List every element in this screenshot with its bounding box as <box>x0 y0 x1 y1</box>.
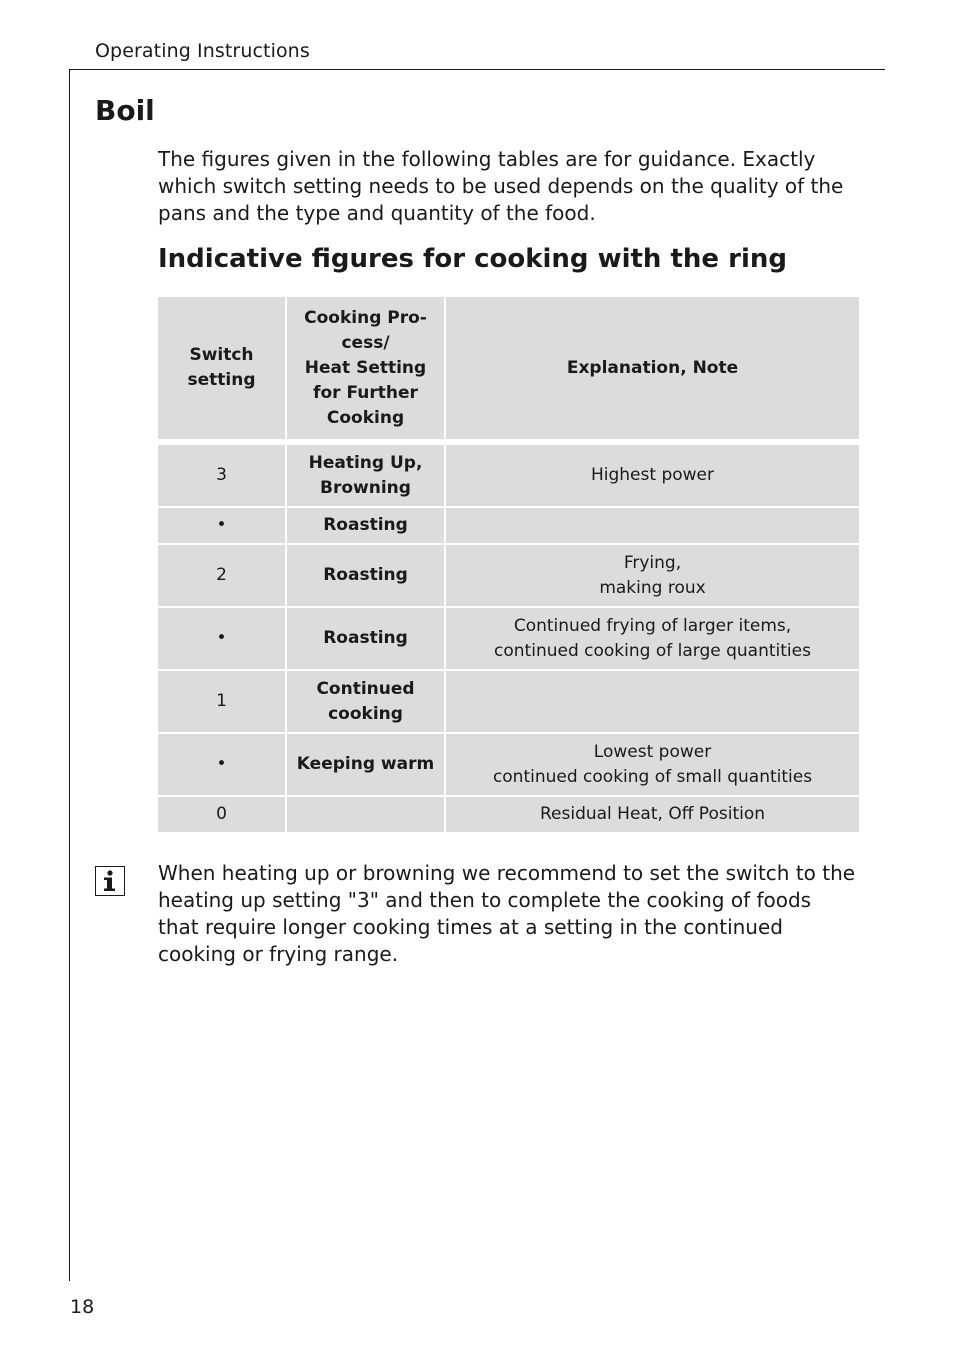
cell-setting: • <box>158 507 286 544</box>
cell-process <box>286 796 445 832</box>
cell-setting: 0 <box>158 796 286 832</box>
cell-note <box>445 507 859 544</box>
info-icon <box>95 866 125 896</box>
table-row <box>158 733 859 796</box>
cell-note: Continued frying of larger items, continued cooking of large quantities <box>445 607 859 670</box>
table-row <box>158 442 859 507</box>
header-cooking-process: Cooking Pro- cess/ Heat Setting for Further Cooking <box>286 297 445 442</box>
header-switch-setting: Switch setting <box>158 297 286 442</box>
table-row <box>158 796 859 832</box>
table-row <box>158 670 859 733</box>
table-title: Indicative figures for cooking with the ring <box>158 244 787 274</box>
cell-process: Roasting <box>286 607 445 670</box>
running-header: Operating Instructions <box>95 40 310 62</box>
header-explanation: Explanation, Note <box>445 297 859 442</box>
table-row <box>158 607 859 670</box>
intro-paragraph: The figures given in the following tables are for guidance. Exactly which switch setting needs to be used depends on the quality of the pans and the type and quantity of the food. <box>158 147 844 225</box>
hint-paragraph: When heating up or browning we recommend to set the switch to the heating up setting "3" and then to complete the cooking of foods that require longer cooking times at a setting in the continued cooking or frying range. <box>158 861 856 966</box>
page-number: 18 <box>70 1296 95 1318</box>
cell-setting: • <box>158 733 286 796</box>
cell-note: Highest power <box>445 442 859 507</box>
cell-setting: 1 <box>158 670 286 733</box>
cell-note: Residual Heat, Off Position <box>445 796 859 832</box>
margin-rule <box>69 69 70 1281</box>
cell-process: Keeping warm <box>286 733 445 796</box>
cell-process: Continued cooking <box>286 670 445 733</box>
header-divider <box>69 69 885 70</box>
cell-note: Lowest power continued cooking of small quantities <box>445 733 859 796</box>
cell-note: Frying, making roux <box>445 544 859 607</box>
cell-process: Roasting <box>286 544 445 607</box>
cell-setting: • <box>158 607 286 670</box>
cell-setting: 2 <box>158 544 286 607</box>
table-header-row <box>158 297 859 442</box>
table-row <box>158 544 859 607</box>
cell-note <box>445 670 859 733</box>
cooking-table-wrapper <box>158 297 859 832</box>
section-title: Boil <box>95 94 155 127</box>
cell-process: Roasting <box>286 507 445 544</box>
cell-process: Heating Up, Browning <box>286 442 445 507</box>
table-row <box>158 507 859 544</box>
cooking-table <box>158 297 859 832</box>
cell-setting: 3 <box>158 442 286 507</box>
